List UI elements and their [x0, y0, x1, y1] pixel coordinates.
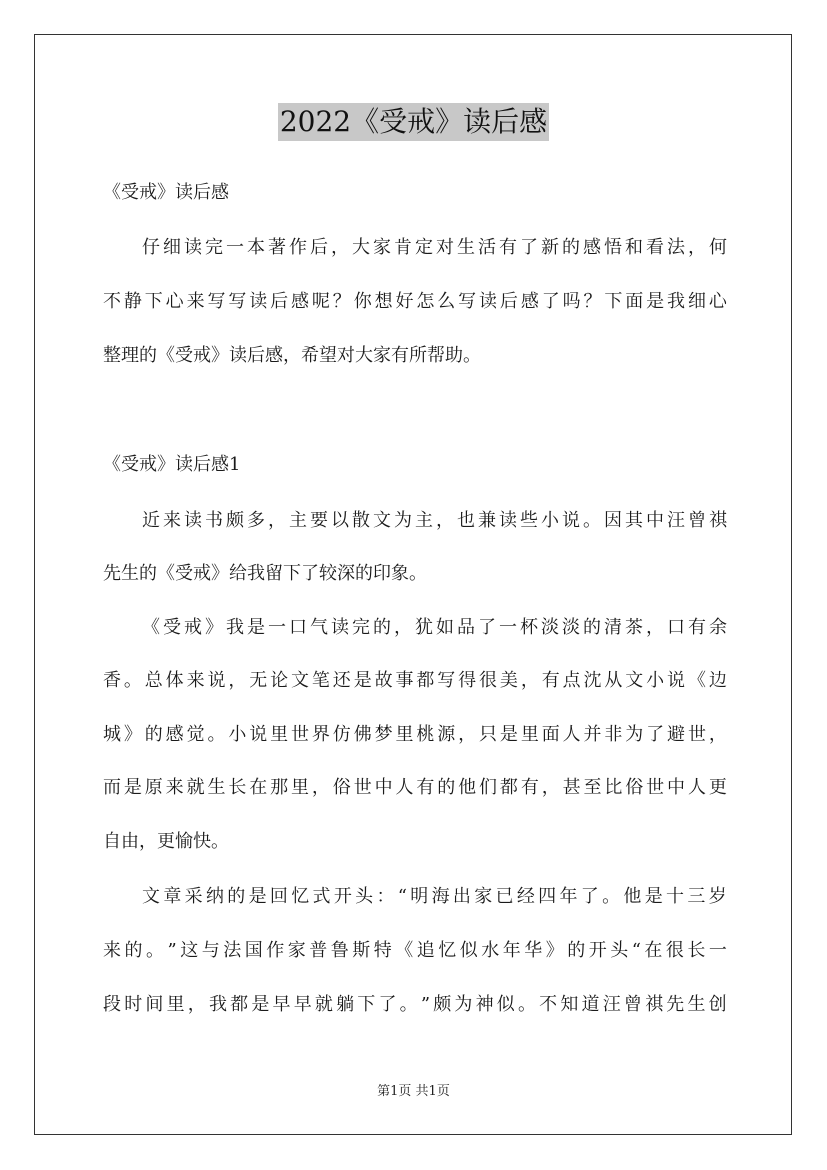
- section1-heading: 《受戒》读后感1: [103, 454, 241, 475]
- para3-line-1: 文 章 采 纳 的 是 回 忆 式 开 头 ： “ 明 海 出 家 已 经 四 年 了 。 他 是 十 三 岁: [142, 886, 727, 907]
- para2-line-1: 《 受 戒 》 我 是 一 口 气 读 完 的 ， 犹 如 品 了 一 杯 淡 淡 的 清 茶 ， 口 有 余: [142, 617, 727, 638]
- para2-line-2: 香 。 总 体 来 说 ， 无 论 文 笔 还 是 故 事 都 写 得 很 美 ， 有 点 沈 从 文 小 说 《 边: [103, 670, 727, 691]
- document-title: 2022《受戒》读后感: [278, 103, 549, 141]
- para2-line-5: 自由，更愉快。: [103, 831, 229, 852]
- para1-line-2: 先生的《受戒》给我留下了较深的印象。: [103, 563, 427, 584]
- intro-line-1: 仔 细 读 完 一 本 著 作 后 ， 大 家 肯 定 对 生 活 有 了 新 的 感 悟 和 看 法 ， 何: [142, 237, 727, 258]
- para2-line-4: 而 是 原 来 就 生 长 在 那 里 ， 俗 世 中 人 有 的 他 们 都 有 ， 甚 至 比 俗 世 中 人 更: [103, 777, 727, 798]
- para2-line-3: 城 》 的 感 觉 。 小 说 里 世 界 仿 佛 梦 里 桃 源 ， 只 是 里 面 人 并 非 为 了 避 世 ，: [103, 724, 727, 745]
- intro-line-2: 不 静 下 心 来 写 写 读 后 感 呢 ？ 你 想 好 怎 么 写 读 后 感 了 吗 ？ 下 面 是 我 细 心: [103, 291, 727, 312]
- para3-line-3: 段 时 间 里 ， 我 都 是 早 早 就 躺 下 了 。 ” 颇 为 神 似 。 不 知 道 汪 曾 祺 先 生 创: [103, 994, 727, 1015]
- page-footer: 第1页 共1页: [377, 1084, 450, 1099]
- para3-line-2: 来 的 。 ” 这 与 法 国 作 家 普 鲁 斯 特 《 追 忆 似 水 年 华 》 的 开 头 “ 在 很 长 一: [103, 940, 727, 961]
- title-container: [0, 103, 827, 141]
- intro-heading: 《受戒》读后感: [103, 182, 229, 203]
- para1-line-1: 近 来 读 书 颇 多 ， 主 要 以 散 文 为 主 ， 也 兼 读 些 小 说 。 因 其 中 汪 曾 祺: [142, 510, 727, 531]
- intro-line-3: 整理的《受戒》读后感，希望对大家有所帮助。: [103, 345, 481, 366]
